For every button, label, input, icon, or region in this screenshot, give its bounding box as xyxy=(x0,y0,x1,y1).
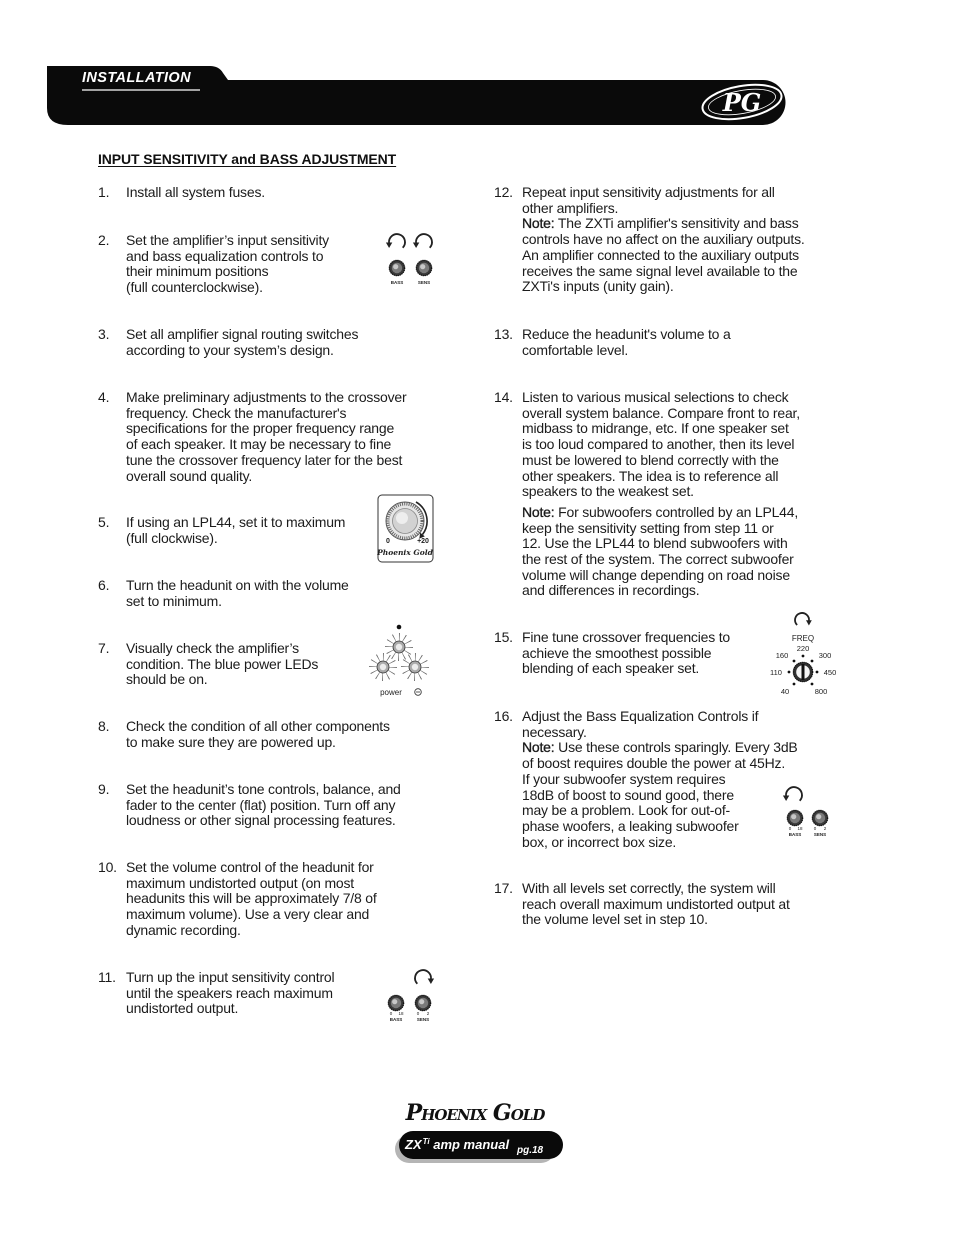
counterclockwise-arrow-icon xyxy=(783,787,802,801)
power-led-icon xyxy=(362,620,442,700)
step-line: Adjust the Bass Equalization Controls if xyxy=(522,708,759,724)
step-5 xyxy=(98,515,345,546)
led-icon xyxy=(389,637,409,657)
step-number: 2. xyxy=(98,232,110,248)
bass-label: BASS xyxy=(389,1017,403,1022)
minus-circle-icon xyxy=(415,689,422,696)
note-line xyxy=(522,740,798,756)
step-line: Visually check the amplifier’s xyxy=(126,640,299,656)
step-line: loudness or other signal processing features. xyxy=(126,812,396,829)
step-number: 10. xyxy=(98,859,117,875)
counterclockwise-arrow-icon xyxy=(413,234,432,248)
lpl44-knob-icon xyxy=(386,502,424,540)
step-line: (full counterclockwise). xyxy=(126,279,263,296)
step-line: Fine tune crossover frequencies to xyxy=(522,629,730,645)
knob-icon xyxy=(793,662,813,682)
note-line: controls have no affect on the auxiliary outputs. xyxy=(522,231,805,248)
step-text xyxy=(522,185,805,295)
step-line: frequency. Check the manufacturer's xyxy=(126,404,347,421)
bass-label: BASS xyxy=(788,832,802,837)
step-number: 14. xyxy=(494,389,513,405)
lpl44-icon xyxy=(376,493,436,565)
step-7 xyxy=(98,641,318,688)
step-number: 1. xyxy=(98,184,110,200)
step-line: Turn up the input sensitivity control xyxy=(126,969,335,985)
bass-sens-knobs-up-icon xyxy=(383,964,439,1026)
freq-value: 300 xyxy=(818,651,832,660)
note-label: Note: xyxy=(522,503,555,520)
step-1 xyxy=(98,185,265,201)
step-line: maximum undistorted output (on most xyxy=(126,874,354,891)
step-number: 8. xyxy=(98,718,110,734)
note-line: box, or incorrect box size. xyxy=(522,833,677,850)
bass-sens-knobs-min-icon xyxy=(383,226,443,292)
step-line: until the speakers reach maximum xyxy=(126,984,333,1001)
step-line: overall sound quality. xyxy=(126,467,253,484)
step-line: comfortable level. xyxy=(522,341,629,358)
sens-range-min: 0 xyxy=(416,1011,420,1016)
step-line: condition. The blue power LEDs xyxy=(126,655,319,672)
note-line: the rest of the system. The correct subwoofer xyxy=(522,551,794,568)
step-line: according to your system’s design. xyxy=(126,341,334,358)
note-line xyxy=(522,216,805,232)
note-text: For subwoofers controlled by an LPL44, xyxy=(558,503,799,520)
step-line: set to minimum. xyxy=(126,592,222,609)
step-line: overall system balance. Compare front to rear, xyxy=(522,404,800,421)
step-number: 15. xyxy=(494,629,513,645)
step-line: specifications for the proper frequency range xyxy=(126,420,395,437)
step-13 xyxy=(494,327,731,358)
step-text xyxy=(126,515,345,546)
clockwise-arrow-icon xyxy=(795,613,812,625)
footer-manual-title xyxy=(405,1137,509,1155)
bass-range-max: 18 xyxy=(797,826,803,831)
step-line: should be on. xyxy=(126,671,208,688)
step-number: 16. xyxy=(494,708,513,724)
step-text xyxy=(126,719,390,750)
freq-value: 160 xyxy=(775,651,789,660)
step-line: Reduce the headunit's volume to a xyxy=(522,326,731,342)
step-text xyxy=(522,327,731,358)
lpl44-max-label: +20 xyxy=(417,538,429,545)
note-line: of boost requires double the power at 45Hz. xyxy=(522,755,786,772)
step-number: 6. xyxy=(98,577,110,593)
note-line: An amplifier connected to the auxiliary outputs xyxy=(522,246,799,263)
note-line: and differences in recordings. xyxy=(522,582,700,599)
step-line: Check the condition of all other components xyxy=(126,718,390,734)
led-icon xyxy=(373,657,393,677)
note-line: may be a problem. Look for out-of- xyxy=(522,802,730,819)
step-number: 5. xyxy=(98,514,110,530)
note-line: 12. Use the LPL44 to blend subwoofers with xyxy=(522,535,788,552)
step-line: Set all amplifier signal routing switches xyxy=(126,326,359,342)
note-text: The ZXTi amplifier's sensitivity and bass xyxy=(557,215,799,232)
step-line: other amplifiers. xyxy=(522,199,619,216)
sens-knob-icon xyxy=(812,810,828,826)
step-line: fader to the center (flat) position. Turn off any xyxy=(126,796,396,813)
step-line: Install all system fuses. xyxy=(126,184,265,200)
step-line: Repeat input sensitivity adjustments for all xyxy=(522,184,775,200)
freq-value: 110 xyxy=(770,668,782,677)
freq-value: 220 xyxy=(796,644,810,653)
freq-label: FREQ xyxy=(791,634,815,643)
sens-knob-icon xyxy=(415,995,431,1011)
sens-label: SENS xyxy=(813,832,827,837)
note-line xyxy=(522,505,800,521)
sens-range-max: 2 xyxy=(823,826,827,831)
step-text xyxy=(126,327,358,358)
step-line: Listen to various musical selections to check xyxy=(522,389,789,405)
step-text xyxy=(126,390,406,484)
step-line: undistorted output. xyxy=(126,1000,239,1017)
footer-model: ZX xyxy=(405,1137,422,1152)
step-line: Set the volume control of the headunit for xyxy=(126,859,374,875)
step-number: 4. xyxy=(98,389,110,405)
step-line: speakers to the weakest set. xyxy=(522,483,694,500)
step-line: achieve the smoothest possible xyxy=(522,644,712,661)
step-line: With all levels set correctly, the system will xyxy=(522,880,776,896)
note-line: phase woofers, a leaking subwoofer xyxy=(522,817,739,834)
step-line: If using an LPL44, set it to maximum xyxy=(126,514,346,530)
step-text xyxy=(126,578,349,609)
note-label: Note: xyxy=(522,215,555,232)
freq-value: 40 xyxy=(780,687,790,696)
footer-brand-logo: Phoenix Gold xyxy=(405,1100,545,1126)
note-label: Note: xyxy=(522,739,555,756)
step-text xyxy=(522,881,790,928)
footer-page-number: pg.18 xyxy=(517,1145,544,1156)
step-3 xyxy=(98,327,358,358)
step-12 xyxy=(494,185,805,295)
step-line: must be lowered to blend correctly with the xyxy=(522,451,779,468)
step-number: 7. xyxy=(98,640,110,656)
step-15 xyxy=(494,630,730,677)
step-number: 12. xyxy=(494,184,513,200)
step-line: midbass to midrange, etc. If one speaker set xyxy=(522,420,789,437)
note-line: ZXTi's inputs (unity gain). xyxy=(522,278,674,295)
step-line: their minimum positions xyxy=(126,263,269,280)
sens-range-min: 0 xyxy=(813,826,817,831)
step-17 xyxy=(494,881,790,928)
step-line: (full clockwise). xyxy=(126,529,218,546)
note-line: If your subwoofer system requires xyxy=(522,770,726,787)
step-line: blending of each speaker set. xyxy=(522,660,700,677)
step-line: to make sure they are powered up. xyxy=(126,733,336,750)
bass-knob-icon xyxy=(388,995,404,1011)
step-number: 17. xyxy=(494,880,513,896)
step-text xyxy=(126,782,401,829)
step-text xyxy=(126,970,334,1017)
step-line: is too loud compared to another, then its level xyxy=(522,436,795,453)
step-line: Set the amplifier’s input sensitivity xyxy=(126,232,329,248)
step-line: and bass equalization controls to xyxy=(126,247,324,264)
step-8 xyxy=(98,719,390,750)
step-2 xyxy=(98,233,329,296)
section-tab: INSTALLATION xyxy=(82,70,191,86)
step-text xyxy=(522,630,730,677)
power-label: power xyxy=(380,688,402,697)
step-line: Turn the headunit on with the volume xyxy=(126,577,349,593)
step-6 xyxy=(98,578,349,609)
bass-knob-icon xyxy=(787,810,803,826)
step-10 xyxy=(98,860,377,939)
footer-model-sup: Ti xyxy=(422,1137,430,1146)
step-text xyxy=(126,185,265,201)
bass-sens-knobs-bass-icon xyxy=(781,780,833,840)
step-text xyxy=(126,233,329,296)
sens-label: SENS xyxy=(417,280,431,285)
footer-title: amp manual xyxy=(433,1137,510,1152)
clockwise-arrow-icon xyxy=(415,970,434,984)
step-line: the volume level set in step 10. xyxy=(522,911,708,928)
note-line: 18dB of boost to sound good, there xyxy=(522,786,734,803)
step-line: tune the crossover frequency later for the best xyxy=(126,451,403,468)
step-line: reach overall maximum undistorted output at xyxy=(522,895,790,912)
counterclockwise-arrow-icon xyxy=(386,234,405,248)
step-line: headunits this will be approximately 7/8 of xyxy=(126,890,377,907)
note-text: Use these controls sparingly. Every 3dB xyxy=(558,739,798,756)
section-title: INPUT SENSITIVITY and BASS ADJUSTMENT xyxy=(98,151,397,167)
step-line: Make preliminary adjustments to the crossover xyxy=(126,389,407,405)
step-9 xyxy=(98,782,401,829)
sens-range-max: 2 xyxy=(426,1011,430,1016)
step-line: other speakers. The idea is to reference all xyxy=(522,467,779,484)
bass-range-min: 0 xyxy=(389,1011,393,1016)
bass-knob-icon xyxy=(389,260,405,276)
sens-label: SENS xyxy=(416,1017,430,1022)
lpl44-min-label: 0 xyxy=(386,538,390,545)
step-16 xyxy=(494,709,798,850)
step-text xyxy=(126,860,377,939)
note-line: receives the same signal level available to the xyxy=(522,262,798,279)
lpl44-brand-logo: Phoenix Gold xyxy=(377,548,433,557)
step-number: 9. xyxy=(98,781,110,797)
step-line: Set the headunit’s tone controls, balance, and xyxy=(126,781,401,797)
step-text xyxy=(522,709,798,850)
step-line: necessary. xyxy=(522,723,587,740)
step-line: maximum volume). Use a very clear and xyxy=(126,906,370,923)
led-icon xyxy=(405,657,425,677)
step-text xyxy=(126,641,318,688)
freq-value: 800 xyxy=(814,687,828,696)
sens-knob-icon xyxy=(416,260,432,276)
step-4 xyxy=(98,390,406,484)
note-line: volume will change depending on road noise xyxy=(522,566,790,583)
note-paragraph xyxy=(522,505,800,599)
step-number: 13. xyxy=(494,326,513,342)
freq-knob-icon xyxy=(763,606,841,698)
step-line: of each speaker. It may be necessary to fine xyxy=(126,436,392,453)
step-text xyxy=(522,390,800,599)
bass-label: BASS xyxy=(390,280,404,285)
bass-range-min: 0 xyxy=(788,826,792,831)
step-14 xyxy=(494,390,800,599)
note-line: keep the sensitivity setting from step 11 or xyxy=(522,519,774,536)
freq-value: 450 xyxy=(823,668,837,677)
pg-logo-text: PG xyxy=(722,88,762,117)
step-11 xyxy=(98,970,334,1017)
bass-range-max: 18 xyxy=(398,1011,404,1016)
step-number: 3. xyxy=(98,326,110,342)
step-line: dynamic recording. xyxy=(126,921,241,938)
step-number: 11. xyxy=(98,969,116,985)
